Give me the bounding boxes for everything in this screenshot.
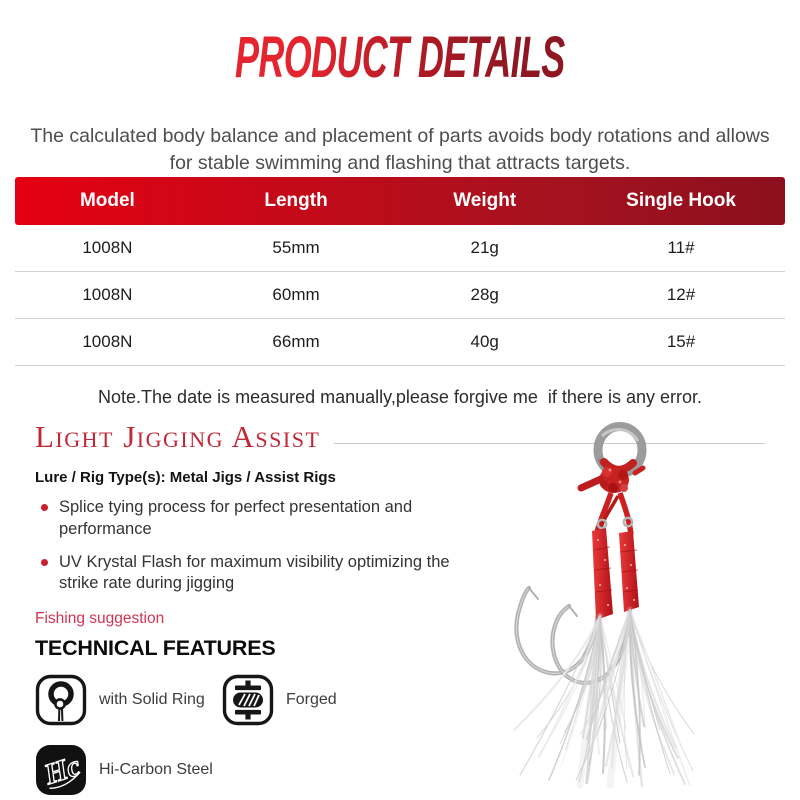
feature-bullets xyxy=(35,497,455,595)
spec-cell: 11# xyxy=(667,238,695,257)
intro-text: The calculated body balance and placement of parts avoids body rotations and allows for stable swimming and flashing that attracts targets. xyxy=(30,124,770,175)
tech-feature-hi-carbon xyxy=(35,744,222,796)
technical-features-heading: TECHNICAL FEATURES xyxy=(35,636,276,661)
section-heading-row xyxy=(35,420,765,454)
svg-text:Hc: Hc xyxy=(40,749,85,792)
spec-cell: 15# xyxy=(666,332,696,351)
heading-divider xyxy=(334,443,765,444)
col-header-model: Model xyxy=(79,190,135,211)
forged-icon xyxy=(222,674,274,726)
tech-feature-solid-ring xyxy=(35,674,222,726)
table-row xyxy=(15,319,785,366)
rig-type-label: Lure / Rig Type(s): Metal Jigs / Assist Rigs xyxy=(35,469,336,487)
table-row xyxy=(15,272,785,319)
product-info-section xyxy=(35,420,765,796)
spec-cell: 60mm xyxy=(272,285,320,304)
spec-table-header xyxy=(15,177,785,225)
col-header-length: Length xyxy=(264,190,328,211)
table-row xyxy=(15,225,785,272)
list-item: Splice tying process for perfect presentation and performance xyxy=(35,497,455,541)
spec-cell: 55mm xyxy=(272,238,320,257)
spec-cell: 28g xyxy=(470,285,499,304)
technical-features-grid xyxy=(35,674,475,796)
fishing-suggestion-link[interactable]: Fishing suggestion xyxy=(35,610,165,628)
tech-feature-forged xyxy=(222,674,475,726)
hi-carbon-steel-icon xyxy=(35,744,87,796)
spec-cell: 12# xyxy=(666,285,696,304)
page-title-wrap xyxy=(0,26,800,90)
solid-ring-icon xyxy=(35,674,87,726)
spec-cell: 40g xyxy=(470,332,499,351)
spec-cell: 1008N xyxy=(82,285,133,304)
list-item: UV Krystal Flash for maximum visibility optimizing the strike rate during jigging xyxy=(35,552,455,596)
spec-cell: 1008N xyxy=(82,238,133,257)
tech-feature-label: Forged xyxy=(286,691,337,709)
spec-table xyxy=(15,177,785,366)
spec-cell: 1008N xyxy=(82,332,133,351)
page-title: PRODUCT DETAILS xyxy=(235,25,565,90)
spec-cell: 66mm xyxy=(272,332,320,351)
tech-feature-label: Hi-Carbon Steel xyxy=(99,761,213,779)
measurement-note: Note.The date is measured manually,please forgive me if there is any error. xyxy=(98,387,702,407)
section-heading: Light Jigging Assist xyxy=(35,419,321,454)
spec-cell: 21g xyxy=(470,238,499,257)
col-header-single-hook: Single Hook xyxy=(626,190,736,211)
tech-feature-label: with Solid Ring xyxy=(99,691,205,709)
col-header-weight: Weight xyxy=(453,190,517,211)
